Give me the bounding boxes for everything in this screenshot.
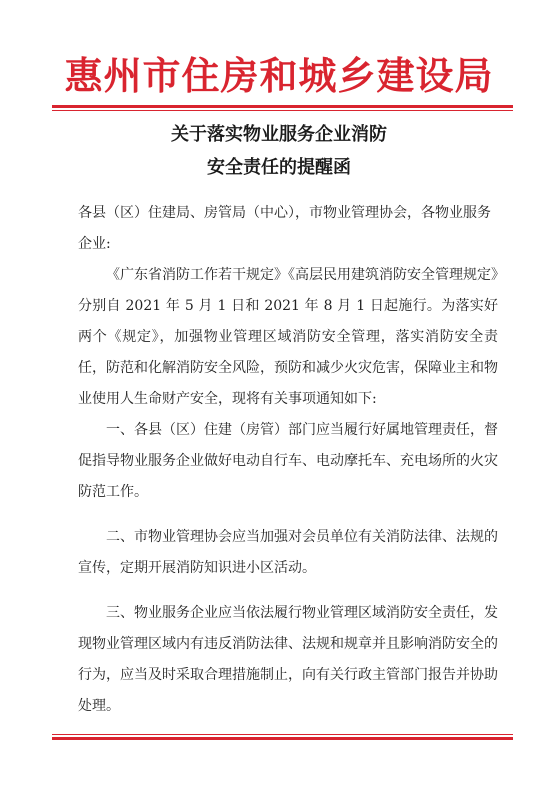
salutation: 各县（区）住建局、房管局（中心），市物业管理协会，各物业服务企业: bbox=[78, 205, 491, 252]
item-1-paragraph: 一、各县（区）住建（房管）部门应当履行好属地管理责任，督促指导物业服务企业做好电动自行车、电动摩托车、充电场所的火灾防范工作。 bbox=[78, 422, 498, 500]
issuing-authority-title: 惠州市住房和城乡建设局 bbox=[64, 53, 494, 98]
item-3-paragraph: 三、物业服务企业应当依法履行物业管理区域消防安全责任，发现物业管理区域内有违反消防法律、法规和规章并且影响消防安全的行为，应当及时采取合理措施制止，向有关行政主管部门报告并协助处理。 bbox=[78, 605, 498, 714]
footer-red-rule-thick bbox=[52, 737, 513, 740]
footer-red-rule-thin bbox=[52, 734, 513, 735]
document-title-line-2: 安全责任的提醒函 bbox=[207, 157, 351, 178]
header-red-rule-thin bbox=[52, 110, 513, 111]
document-title-line-1: 关于落实物业服务企业消防 bbox=[171, 124, 387, 145]
document-body bbox=[78, 198, 498, 722]
intro-paragraph: 《广东省消防工作若干规定》《高层民用建筑消防安全管理规定》分别自 2021 年 5 月 1 日和 2021 年 8 月 1 日起施行。为落实好两个《规定》，加强物业管理区域消防安全管理，落实消防安全责任，防范和化解消防安全风险，预防和减少火灾危害，保障业主和物业使用人生命财产安全，现将有关事项通知如下: bbox=[78, 267, 498, 407]
header-red-rule-thick bbox=[52, 105, 513, 108]
item-2-paragraph: 二、市物业管理协会应当加强对会员单位有关消防法律、法规的宣传，定期开展消防知识进小区活动。 bbox=[78, 529, 498, 576]
